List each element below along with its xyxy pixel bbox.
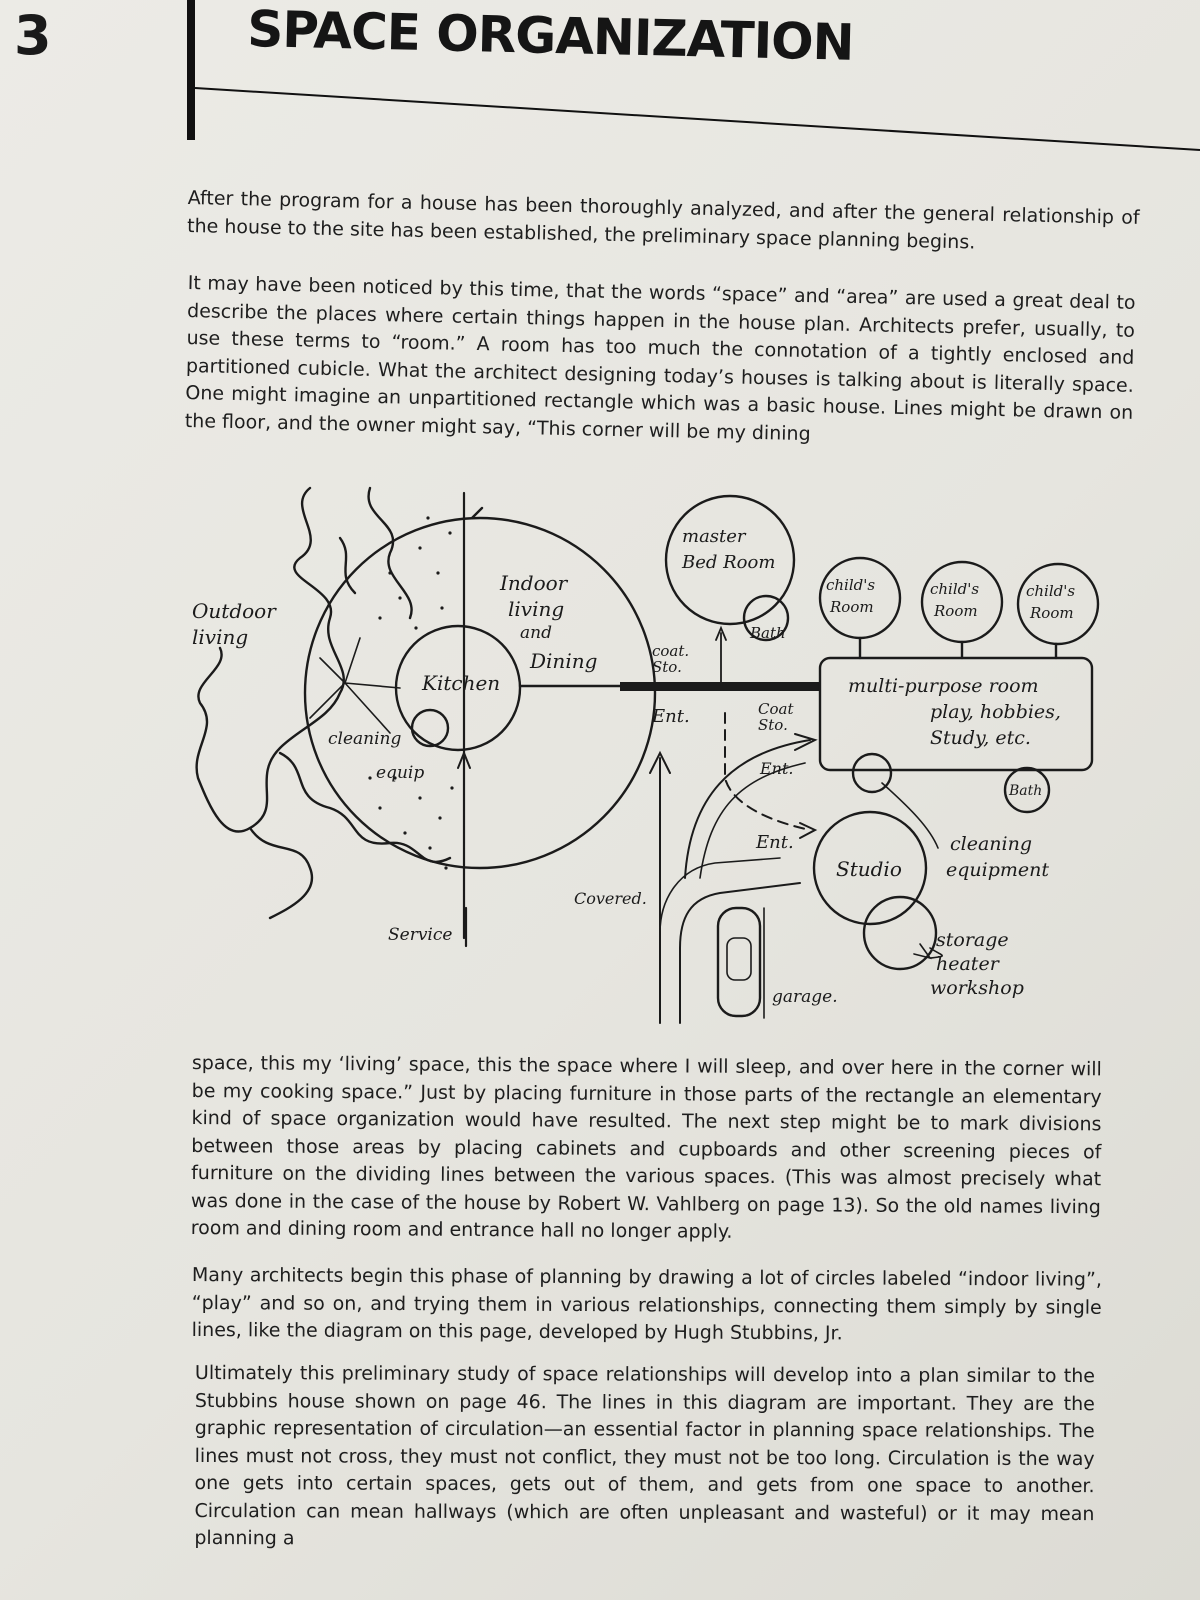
label-child-3b: Room xyxy=(1030,604,1074,622)
label-kitchen: Kitchen xyxy=(422,671,501,695)
space-relationship-diagram xyxy=(190,478,1100,1038)
label-indoor-4: Dining xyxy=(530,649,598,673)
paragraph-space-area: It may have been noticed by this time, that the words “space” and “area” are used a great deal to describe the places where certain things happen in the house plan. Architects prefer, usually, to use these terms to “room.” A room has too much the connotation of a tightly enclosed and partitioned cubicle. What the architect designing today’s houses is talking about is literally space. One might imagine an unpartitioned rectangle which was a basic house. Lines might be drawn on the floor, and the owner might say, “This corner will be my dining xyxy=(184,271,1136,445)
paragraph-circulation: Ultimately this preliminary study of space relationships will develop into a plan similar to the Stubbins house shown on page 46. The lines in this diagram are important. They are the graphic representation of circulation—an essential factor in planning space relationships. The lines must not cross, they must not conflict, they must not be too long. Circulation is the way one gets into certain spaces, gets out of them, and gets from one space to another. Circulation can mean hallways (which are often unpleasant and wasteful) or it may mean planning a xyxy=(194,1362,1095,1550)
label-master: master xyxy=(682,526,746,547)
label-equip: equip xyxy=(376,763,425,783)
label-indoor: Indoor xyxy=(500,571,568,595)
storage-circle xyxy=(864,897,936,969)
label-covered: Covered. xyxy=(574,889,647,908)
title-rule xyxy=(0,0,1200,160)
label-child-2b: Room xyxy=(934,602,978,620)
main-corridor xyxy=(620,682,820,691)
paragraph-intro: After the program for a house has been thoroughly analyzed, and after the general relationship of the house to the site has been established, the preliminary space planning begins. xyxy=(186,186,1140,253)
label-multi-1: multi-purpose room xyxy=(848,675,1039,697)
label-coat-sto-2b: Sto. xyxy=(758,716,788,734)
label-service: Service xyxy=(388,925,453,945)
label-garage: garage. xyxy=(772,987,838,1007)
page-title: SPACE ORGANIZATION xyxy=(246,0,855,72)
label-ent-studio: Ent. xyxy=(756,832,794,853)
label-storage: storage xyxy=(936,929,1009,951)
label-indoor-2: living xyxy=(508,597,565,621)
label-heater: heater xyxy=(936,953,999,975)
outdoor-boundary-4 xyxy=(280,753,450,862)
label-child-3a: child's xyxy=(1026,582,1076,600)
label-multi-3: Study, etc. xyxy=(930,727,1031,749)
label-studio: Studio xyxy=(836,857,902,881)
label-coat-sto-2a: Coat xyxy=(758,700,794,718)
label-cleaning-eq-2: equipment xyxy=(946,859,1050,881)
paragraph-circles: Many architects begin this phase of planning by drawing a lot of circles labeled “indoor living”, “play” and so on, and trying them in various relationships, connecting them simply by single lines, like the diagram on this page, developed by Hugh Stubbins, Jr. xyxy=(191,1264,1102,1345)
label-outdoor-2: living xyxy=(192,625,249,649)
label-workshop: workshop xyxy=(930,977,1024,999)
paragraph-furniture: space, this my ‘living’ space, this the space where I will sleep, and over here in the corner will be my cooking space.” Just by placing furniture in those parts of the rectangle an elementary kind of space organization would have resulted. The next step might be to mark divisions between those areas by placing cabinets and cupboards and other screening pieces of furniture on the dividing lines between the various spaces. (This was almost precisely what was done in the case of the house by Robert W. Vahlberg on page 13). So the old names living room and dining room and entrance hall no longer apply. xyxy=(190,1052,1102,1243)
label-multi-2: play, hobbies, xyxy=(930,701,1061,723)
cleaning-equip-circle xyxy=(412,710,448,746)
label-bath-right: Bath xyxy=(1009,783,1043,799)
label-coat-sto-1b: Sto. xyxy=(652,658,682,676)
car-icon xyxy=(718,908,760,1016)
label-indoor-3: and xyxy=(520,623,552,643)
label-child-1b: Room xyxy=(830,598,874,616)
label-cleaning-eq: cleaning xyxy=(950,833,1033,855)
chapter-number: 3 xyxy=(14,4,52,67)
label-child-2a: child's xyxy=(930,580,980,598)
label-ent-main: Ent. xyxy=(652,706,690,727)
label-coat-sto-1a: coat. xyxy=(652,642,690,660)
label-child-1a: child's xyxy=(826,576,876,594)
outdoor-boundary-5 xyxy=(250,828,312,918)
label-cleaning: cleaning xyxy=(328,729,402,749)
label-ent-side: Ent. xyxy=(760,759,794,778)
label-bath-top: Bath xyxy=(750,624,786,642)
label-master-2: Bed Room xyxy=(682,552,776,573)
label-outdoor: Outdoor xyxy=(192,599,276,623)
